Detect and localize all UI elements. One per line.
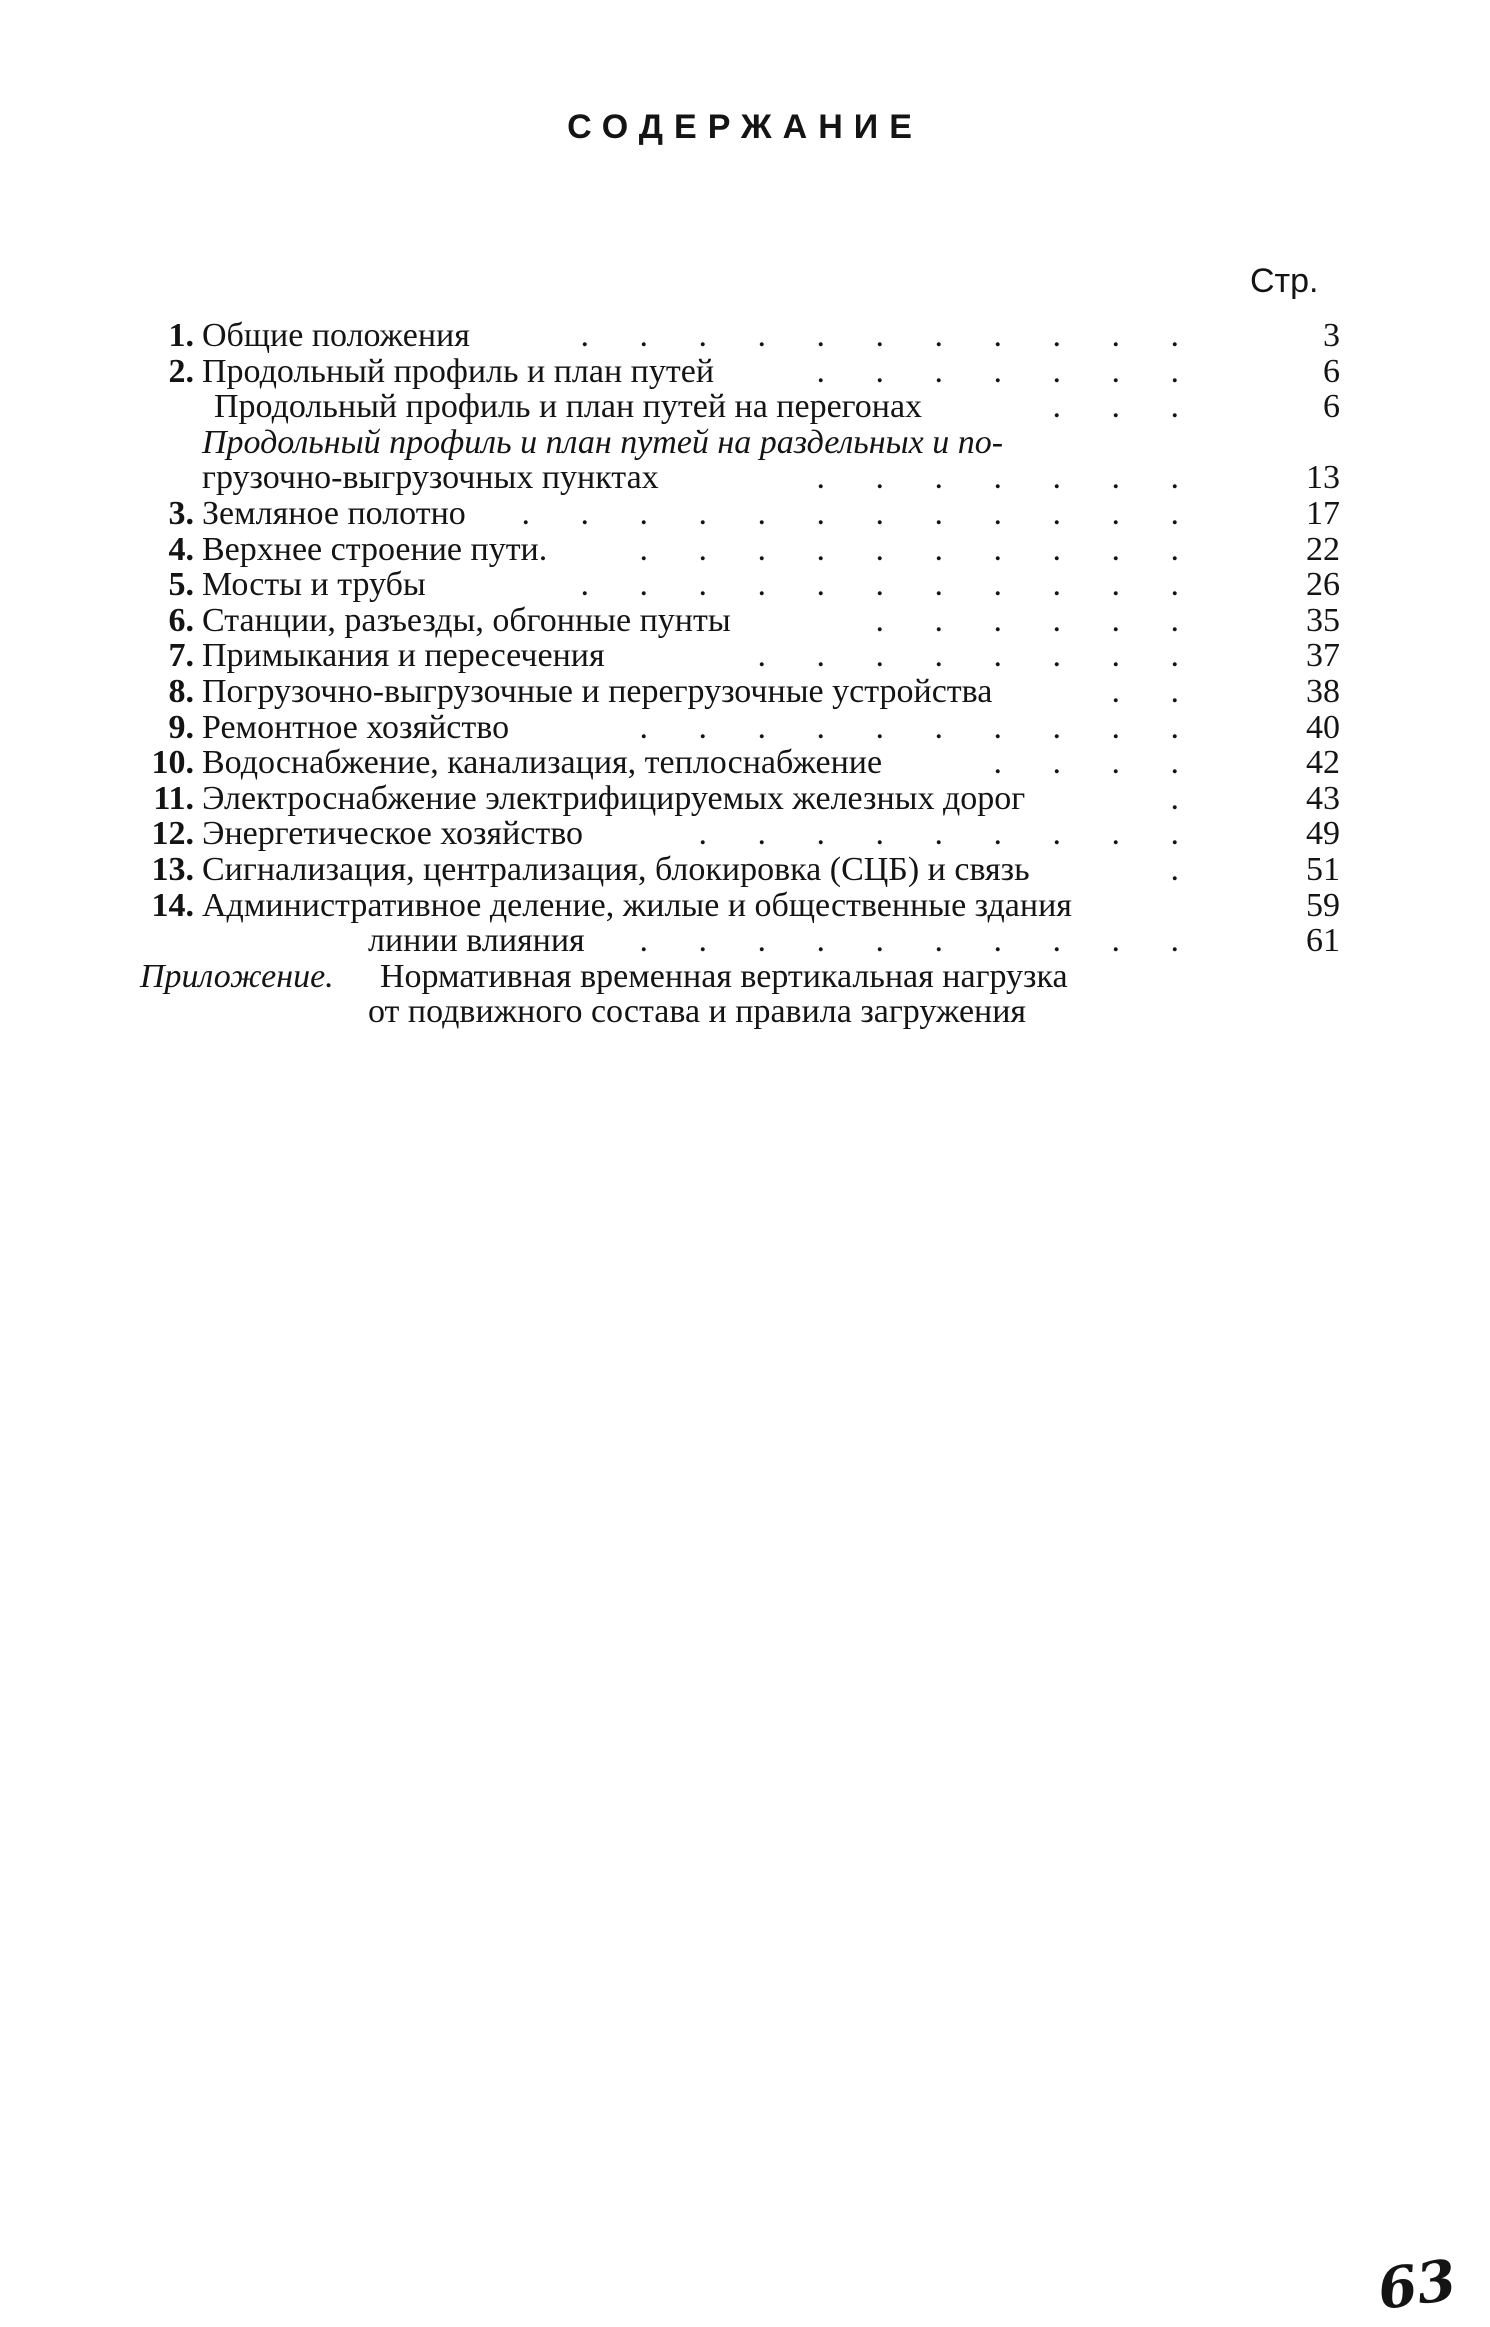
appendix-title-line: Нормативная временная вертикальная нагрузка [380, 957, 1068, 995]
dot-leader: . . [1111, 672, 1200, 710]
dot-leader: . . . . . . . . . . . . [521, 494, 1200, 532]
toc-entry [140, 567, 1340, 603]
entry-label: Продольный профиль и план путей на раздельных и по- [202, 423, 1004, 461]
dot-leader: . . . . . . . . [757, 637, 1200, 675]
entry-label: Примыкания и пересечения [202, 637, 605, 675]
entry-label: линии влияния [368, 922, 585, 960]
toc-entry [140, 816, 1340, 852]
entry-label: Электроснабжение электрифицируемых железных дорог [202, 779, 1026, 817]
entry-number: 5. [168, 566, 194, 604]
dot-leader: . [1170, 779, 1200, 817]
toc-entry [140, 781, 1340, 817]
entry-number: 7. [168, 637, 194, 675]
dot-leader: . . . . . . . . . [698, 815, 1200, 853]
entry-label: Административное деление, жилые и общественные здания [202, 886, 1072, 924]
entry-label: Верхнее строение пути. [202, 530, 548, 568]
entry-page: 22 [1306, 530, 1340, 568]
appendix-entry [140, 959, 1340, 995]
handwritten-page-number: 63 [1373, 2246, 1461, 2324]
entry-label: Сигнализация, централизация, блокировка (СЦБ) и связь [202, 850, 1030, 888]
entry-label: Энергетическое хозяйство [202, 815, 584, 853]
toc-entry [140, 638, 1340, 674]
entry-label: Погрузочно-выгрузочные и перегрузочные устройства [202, 672, 993, 710]
toc-subentry [140, 460, 1340, 496]
entry-label: Общие положения [202, 317, 470, 354]
toc-entry [140, 532, 1340, 568]
entry-number: 6. [168, 601, 194, 639]
entry-page: 59 [1306, 886, 1340, 924]
entry-label: Водоснабжение, канализация, теплоснабжение [202, 744, 883, 782]
appendix-title-line: от подвижного состава и правила загружения [368, 993, 1027, 1031]
dot-leader: . . . [1052, 388, 1200, 426]
toc-entry [140, 852, 1340, 888]
toc-title: СОДЕРЖАНИЕ [567, 108, 923, 146]
entry-page: 26 [1306, 566, 1340, 604]
toc-entry [140, 318, 1340, 354]
dot-leader: . . . . . . . . . . [639, 530, 1200, 568]
dot-leader: . . . . . . . . . . . [580, 566, 1200, 604]
toc-subentry [140, 389, 1340, 425]
dot-leader: . . . . [993, 744, 1200, 782]
entry-number: 12. [151, 815, 194, 853]
entry-number: 3. [168, 494, 194, 532]
entry-page: 37 [1306, 637, 1340, 675]
toc-entry [140, 710, 1340, 746]
entry-number: 9. [168, 708, 194, 746]
entry-page: 42 [1306, 744, 1340, 782]
dot-leader: . . . . . . . . . . [639, 708, 1200, 746]
entry-label: Продольный профиль и план путей на перегонах [214, 388, 923, 426]
appendix-label: Приложение. [140, 957, 334, 995]
entry-page: 13 [1306, 459, 1340, 497]
entry-label: Ремонтное хозяйство [202, 708, 510, 746]
entry-number: 13. [151, 850, 194, 888]
entry-page: 43 [1306, 779, 1340, 817]
entry-page: 51 [1306, 850, 1340, 888]
entry-number: 11. [153, 779, 194, 817]
dot-leader: . . . . . . . . . . [639, 922, 1200, 960]
entry-page: 35 [1306, 601, 1340, 639]
entry-number: 8. [168, 672, 194, 710]
toc-subentry [140, 923, 1340, 959]
entry-page: 3 [1323, 317, 1340, 354]
entry-page: 49 [1306, 815, 1340, 853]
dot-leader: . . . . . . . [816, 352, 1200, 390]
dot-leader: . . . . . . . [816, 459, 1200, 497]
toc-entry [140, 674, 1340, 710]
entry-number: 14. [151, 886, 194, 924]
dot-leader: . [1170, 850, 1200, 888]
entry-number: 1. [168, 317, 194, 354]
entry-label: грузочно-выгрузочных пунктах [202, 459, 659, 497]
toc-entry [140, 354, 1340, 390]
toc-entry [140, 603, 1340, 639]
page-column-header: Стр. [1250, 262, 1319, 300]
toc-entry [140, 888, 1340, 924]
entry-number: 4. [168, 530, 194, 568]
appendix-entry [140, 994, 1340, 1030]
entry-number: 2. [168, 352, 194, 390]
dot-leader: . . . . . . [875, 601, 1200, 639]
entry-page: 6 [1323, 388, 1340, 426]
table-of-contents [140, 318, 1340, 1030]
toc-entry [140, 745, 1340, 781]
entry-page: 6 [1323, 352, 1340, 390]
entry-label: Мосты и трубы [202, 566, 426, 604]
entry-label: Продольный профиль и план путей [202, 352, 715, 390]
entry-page: 40 [1306, 708, 1340, 746]
entry-page: 17 [1306, 494, 1340, 532]
toc-subentry [140, 425, 1340, 461]
entry-page: 61 [1306, 922, 1340, 960]
entry-page: 38 [1306, 672, 1340, 710]
entry-number: 10. [151, 744, 194, 782]
dot-leader: . . . . . . . . . . . [580, 317, 1200, 354]
toc-entry [140, 496, 1340, 532]
entry-label: Станции, разъезды, обгонные пунты [202, 601, 731, 639]
entry-label: Земляное полотно [202, 494, 466, 532]
